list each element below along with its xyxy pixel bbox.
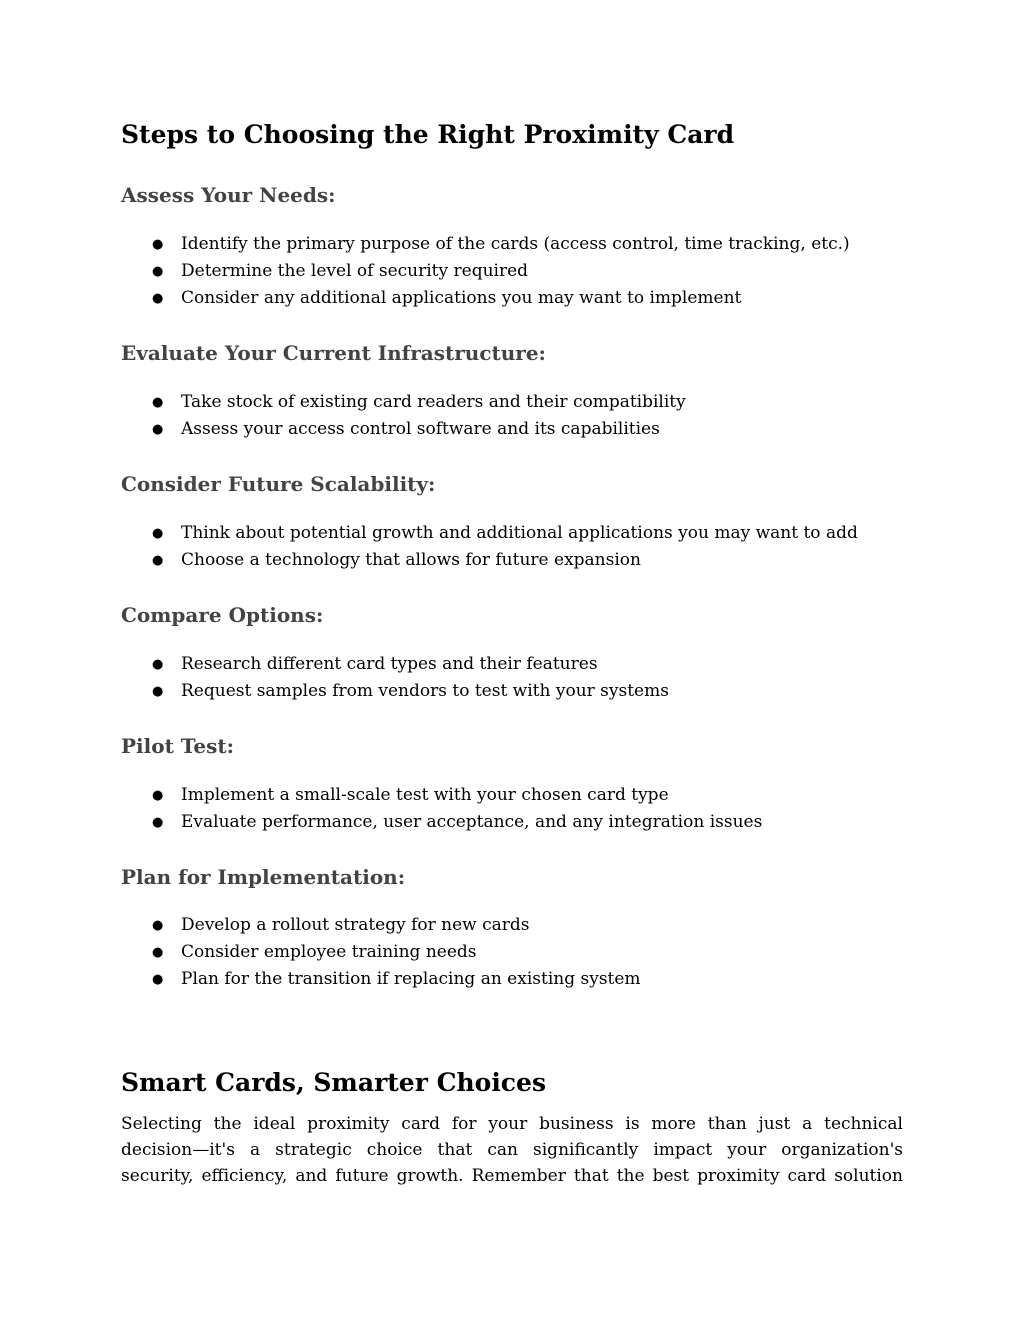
paragraph-line: decision—it's a strategic choice that can significantly impact your organization's: [121, 1140, 903, 1160]
bullet-icon: ●: [152, 237, 164, 252]
paragraph-line: Selecting the ideal proximity card for your business is more than just a technical: [121, 1114, 903, 1134]
bullet-icon: ●: [152, 395, 164, 410]
page-title: Steps to Choosing the Right Proximity Card: [121, 120, 735, 149]
bullet-icon: ●: [152, 291, 164, 306]
bullet-icon: ●: [152, 526, 164, 541]
bullet-icon: ●: [152, 972, 164, 987]
bullet-icon: ●: [152, 422, 164, 437]
section-heading-future-scalability: Consider Future Scalability:: [121, 472, 436, 496]
bullet-icon: ●: [152, 945, 164, 960]
bullet-icon: ●: [152, 684, 164, 699]
section-heading-plan-implementation: Plan for Implementation:: [121, 865, 406, 889]
bullet-icon: ●: [152, 788, 164, 803]
bullet-icon: ●: [152, 264, 164, 279]
paragraph-line: security, efficiency, and future growth. Remember that the best proximity card solution: [121, 1166, 903, 1186]
section-heading-assess-needs: Assess Your Needs:: [121, 183, 336, 207]
bullet-icon: ●: [152, 918, 164, 933]
closing-paragraph: [121, 1111, 903, 1189]
section-heading-pilot-test: Pilot Test:: [121, 734, 234, 758]
section-heading-compare-options: Compare Options:: [121, 603, 324, 627]
section-heading-evaluate-infrastructure: Evaluate Your Current Infrastructure:: [121, 341, 546, 365]
bullet-icon: ●: [152, 657, 164, 672]
bullet-icon: ●: [152, 815, 164, 830]
bullet-icon: ●: [152, 553, 164, 568]
closing-heading: Smart Cards, Smarter Choices: [121, 1068, 547, 1097]
